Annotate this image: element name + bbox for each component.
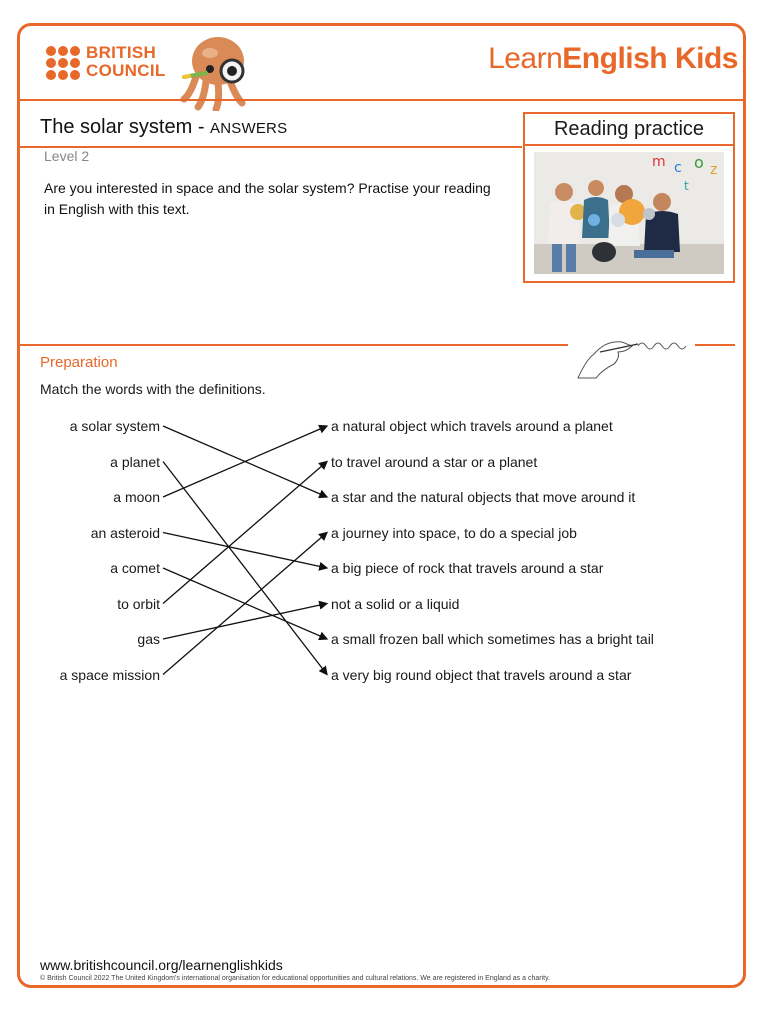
answers-label: ANSWERS (210, 120, 288, 137)
match-word: a moon (113, 489, 160, 505)
svg-text:m: m (652, 154, 666, 170)
british-council-dots-icon (46, 46, 82, 80)
section-divider-end (695, 344, 735, 346)
children-with-planets-photo (534, 152, 724, 274)
match-definition: a small frozen ball which sometimes has a bright tail (331, 631, 654, 647)
page-title: The solar system - ANSWERS (40, 116, 288, 138)
match-definition: a big piece of rock that travels around a star (331, 560, 604, 576)
match-word: a space mission (59, 666, 160, 683)
match-word: a planet (110, 453, 160, 470)
learnenglish-kids-logo: LearnEnglish Kids (488, 42, 738, 75)
match-word: to orbit (117, 595, 160, 612)
hand-writing-icon (572, 330, 692, 382)
match-word: an asteroid (90, 524, 160, 541)
match-definition: a very big round object that travels around a star (331, 666, 632, 683)
british-council-wordmark: BRITISH COUNCIL (86, 43, 166, 80)
category-box: Reading practice (523, 112, 735, 146)
match-definition: a natural object which travels around a planet (331, 418, 613, 434)
title-divider (20, 146, 522, 148)
footer-copyright: © British Council 2022 The United Kingdom's international organisation for educational opportunities and cultural relations. We are registered in England as a charity. (40, 975, 551, 982)
match-definition: to travel around a star or a planet (331, 453, 538, 470)
svg-text:t: t (684, 179, 689, 193)
match-definition: a journey into space, to do a special job (331, 524, 577, 541)
section-heading: Preparation (40, 354, 118, 371)
match-word: gas (137, 631, 160, 647)
match-definition: not a solid or a liquid (331, 595, 460, 612)
svg-text:c: c (674, 160, 682, 176)
footer-url-link[interactable]: www.britishcouncil.org/learnenglishkids (40, 957, 283, 973)
level-label: Level 2 (44, 148, 90, 164)
svg-text:z: z (710, 162, 718, 178)
instruction-text: Match the words with the definitions. (40, 381, 266, 397)
section-divider (20, 344, 568, 346)
match-word: a solar system (69, 418, 160, 434)
svg-text:o: o (694, 153, 704, 172)
intro-text: Are you interested in space and the solar system? Practise your reading in English with this text. (44, 180, 491, 217)
header-divider (20, 99, 746, 101)
british-council-logo (46, 44, 176, 82)
photo-frame (523, 146, 735, 283)
match-definition: a star and the natural objects that move around it (331, 489, 636, 505)
match-word: a comet (110, 560, 160, 576)
